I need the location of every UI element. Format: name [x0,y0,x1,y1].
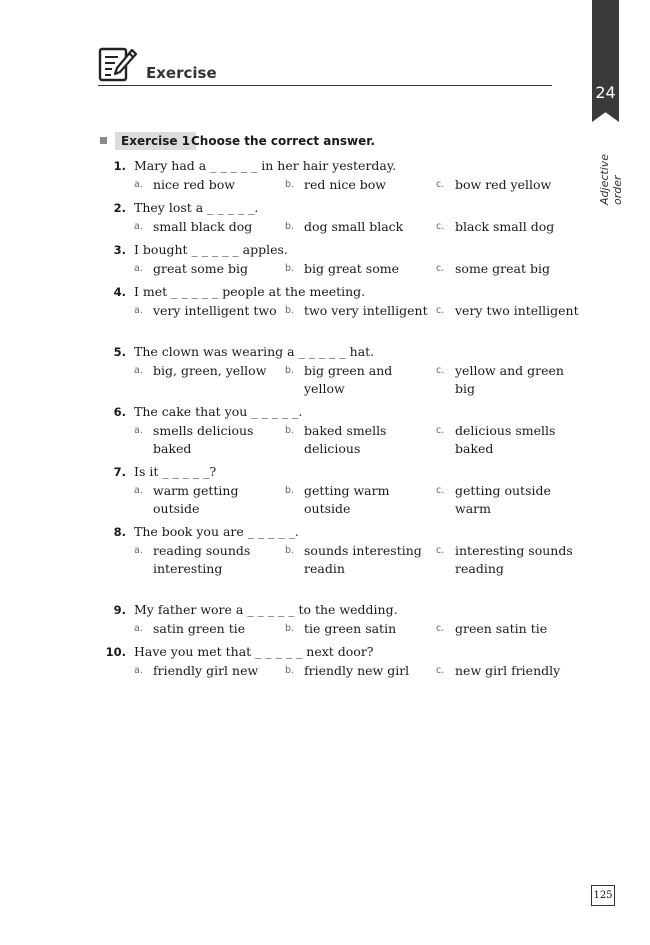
question-line [0,156,650,176]
question-line [0,522,650,542]
option-text: big green and yellow [304,363,393,396]
bullet-square-icon [100,137,107,144]
option-letter: b. [285,665,295,676]
option-letter: b. [285,545,295,556]
question-line [0,282,650,302]
question-item [0,522,650,600]
option-letter: a. [134,221,143,232]
option-text: black small dog [455,219,555,234]
option-letter: a. [134,665,143,676]
question-text: Is it _ _ _ _ _? [134,464,217,479]
option-letter: a. [134,623,143,634]
question-item [0,342,650,402]
question-item [0,282,650,342]
option-text: friendly new girl [304,663,410,678]
question-line [0,342,650,362]
question-number: 2. [113,201,126,215]
option-text: delicious smells baked [455,423,556,456]
question-text: The cake that you _ _ _ _ _. [134,404,303,419]
question-line [0,642,650,662]
answer-options [0,362,650,402]
option-letter: b. [285,623,295,634]
option-letter: c. [436,179,445,190]
question-number: 5. [113,345,126,359]
question-number: 7. [113,465,126,479]
question-list [0,156,650,702]
answer-options [0,422,650,462]
option-letter: b. [285,365,295,376]
header-divider [98,85,552,86]
option-letter: c. [436,425,445,436]
option-letter: b. [285,425,295,436]
chapter-label: Adjective order [598,153,624,205]
question-text: I bought _ _ _ _ _ apples. [134,242,288,257]
option-text: small black dog [153,219,253,234]
question-text: My father wore a _ _ _ _ _ to the wedding. [134,602,398,617]
question-number: 1. [113,159,126,173]
option-letter: c. [436,263,445,274]
option-text: two very intelligent [304,303,428,318]
option-text: sounds interesting readin [304,543,422,576]
option-text: new girl friendly [455,663,561,678]
answer-options [0,260,650,282]
exercise-instruction: Choose the correct answer. [191,134,376,148]
option-text: very two intelligent [455,303,579,318]
question-number: 10. [105,645,126,659]
question-number: 8. [113,525,126,539]
option-text: bow red yellow [455,177,552,192]
answer-options [0,542,650,600]
question-item [0,198,650,240]
question-text: Have you met that _ _ _ _ _ next door? [134,644,374,659]
option-letter: b. [285,305,295,316]
question-text: They lost a _ _ _ _ _. [134,200,259,215]
answer-options [0,620,650,642]
option-text: satin green tie [153,621,246,636]
question-number: 4. [113,285,126,299]
question-number: 9. [113,603,126,617]
question-text: The book you are _ _ _ _ _. [134,524,299,539]
option-text: smells delicious baked [153,423,254,456]
answer-options [0,302,650,342]
option-text: big great some [304,261,399,276]
option-letter: b. [285,179,295,190]
option-letter: c. [436,623,445,634]
chapter-tab [592,0,619,122]
option-text: green satin tie [455,621,548,636]
question-number: 3. [113,243,126,257]
option-text: baked smells delicious [304,423,387,456]
question-line [0,462,650,482]
option-letter: c. [436,485,445,496]
option-letter: a. [134,485,143,496]
option-text: nice red bow [153,177,235,192]
answer-options [0,176,650,198]
question-item [0,156,650,198]
question-text: The clown was wearing a _ _ _ _ _ hat. [134,344,375,359]
question-item [0,642,650,702]
option-letter: a. [134,425,143,436]
answer-options [0,218,650,240]
option-text: great some big [153,261,248,276]
question-item [0,462,650,522]
option-letter: b. [285,263,295,274]
question-text: Mary had a _ _ _ _ _ in her hair yesterday. [134,158,397,173]
option-letter: c. [436,545,445,556]
option-letter: c. [436,365,445,376]
question-item [0,600,650,642]
option-letter: a. [134,179,143,190]
question-line [0,240,650,260]
question-line [0,600,650,620]
option-text: very intelligent two [153,303,277,318]
option-letter: c. [436,305,445,316]
option-letter: a. [134,263,143,274]
question-line [0,198,650,218]
answer-options [0,482,650,522]
option-text: warm getting outside [153,483,239,516]
section-title: Exercise [146,64,217,82]
option-text: getting warm outside [304,483,390,516]
option-text: friendly girl new [153,663,259,678]
question-number: 6. [113,405,126,419]
option-text: big, green, yellow [153,363,267,378]
option-text: interesting sounds reading [455,543,573,576]
option-letter: a. [134,365,143,376]
page-number: 125 [591,885,615,906]
option-letter: c. [436,221,445,232]
exercise-badge: Exercise 1 [115,132,196,150]
option-letter: a. [134,545,143,556]
option-text: getting outside warm [455,483,551,516]
option-text: tie green satin [304,621,397,636]
option-letter: b. [285,221,295,232]
question-line [0,402,650,422]
chapter-number: 24 [595,83,616,102]
option-text: red nice bow [304,177,386,192]
notepad-pencil-icon [98,46,138,82]
option-letter: b. [285,485,295,496]
question-item [0,402,650,462]
question-item [0,240,650,282]
option-letter: c. [436,665,445,676]
option-text: reading sounds interesting [153,543,251,576]
option-letter: a. [134,305,143,316]
option-text: yellow and green big [455,363,564,396]
option-text: some great big [455,261,550,276]
option-text: dog small black [304,219,404,234]
question-text: I met _ _ _ _ _ people at the meeting. [134,284,366,299]
answer-options [0,662,650,702]
